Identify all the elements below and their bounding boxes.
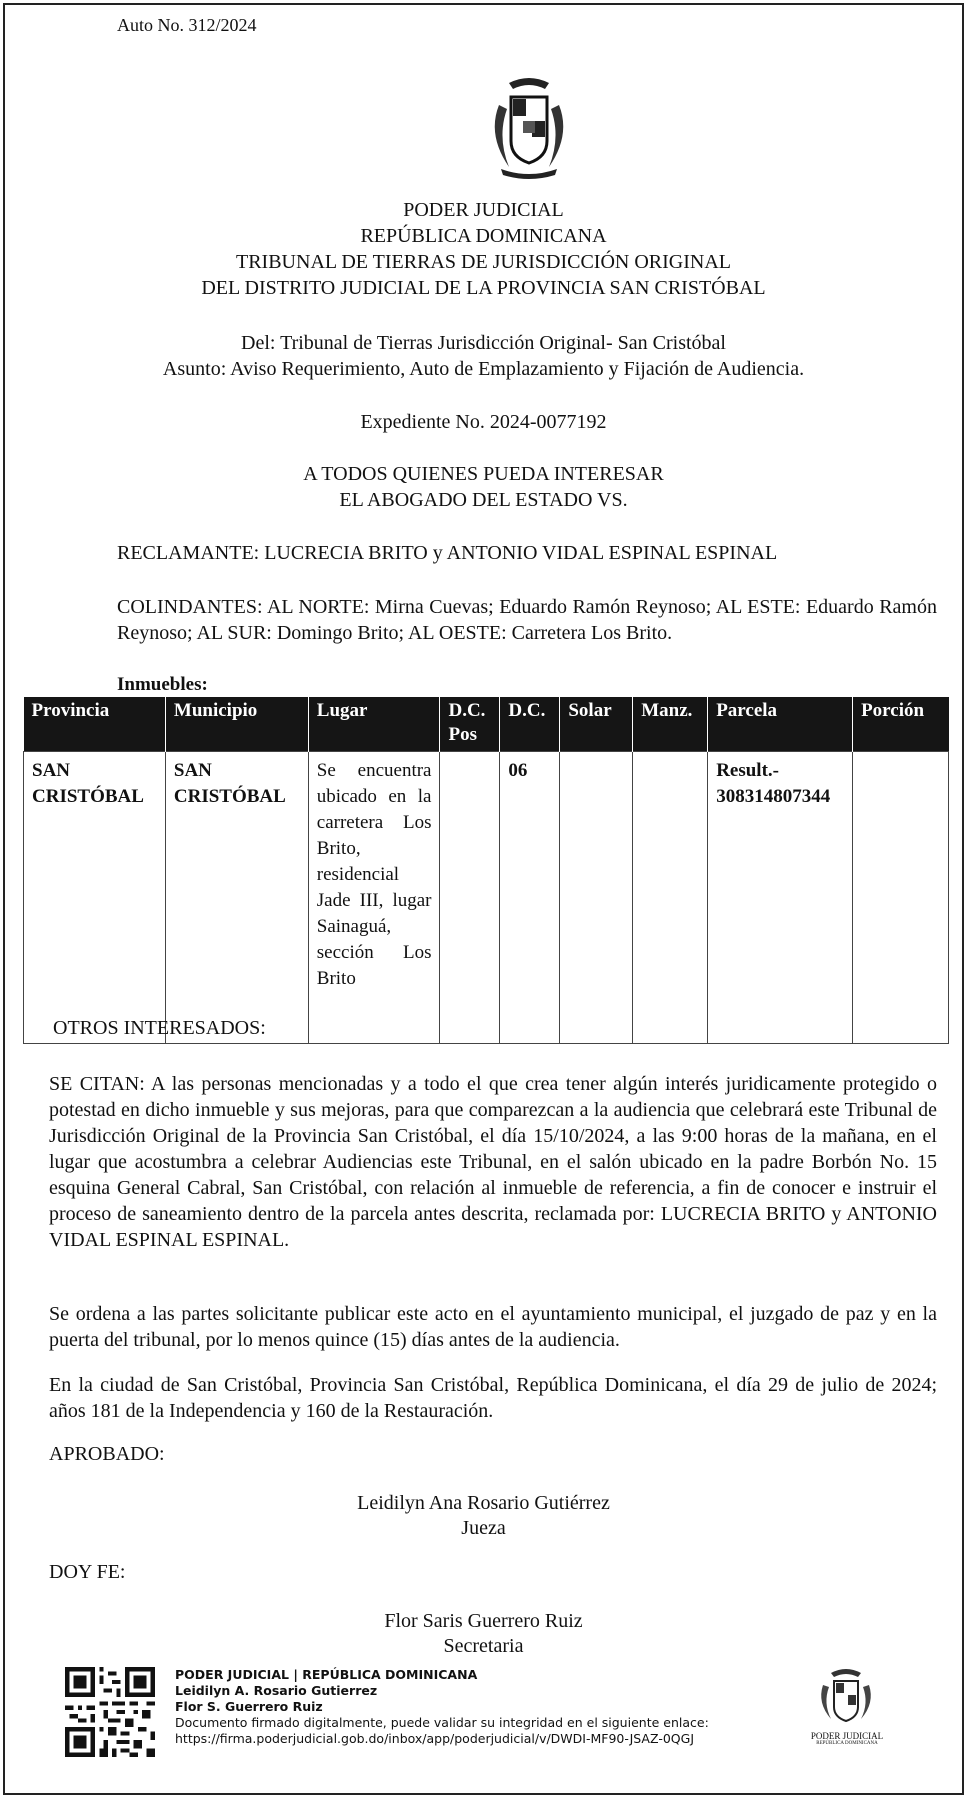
poder-judicial-logo-label: [805, 1731, 889, 1747]
qr-code-icon[interactable]: [65, 1667, 155, 1757]
footer-signer-1: Leidilyn A. Rosario Gutierrez: [175, 1683, 378, 1698]
footer-note: Documento firmado digitalmente, puede validar su integridad en el siguiente enlace:: [175, 1715, 709, 1730]
secretary-title: Secretaria: [443, 1635, 524, 1657]
cell-manz: [633, 751, 708, 1043]
cell-provincia: SAN CRISTÓBAL: [24, 751, 166, 1043]
auto-number: Auto No. 312/2024: [117, 15, 257, 35]
column-header: D.C.: [500, 697, 560, 751]
addressee-line-2: EL ABOGADO DEL ESTADO VS.: [339, 489, 628, 511]
del-line: Del: Tribunal de Tierras Jurisdicción Original- San Cristóbal: [241, 332, 726, 354]
addressee-block: [5, 461, 962, 513]
cell-solar: [560, 751, 633, 1043]
column-header: Solar: [560, 697, 633, 751]
aprobado-label: APROBADO:: [49, 1443, 165, 1465]
table-header-row: [24, 697, 949, 751]
header-line-2: REPÚBLICA DOMINICANA: [360, 225, 607, 247]
reclamante-line: RECLAMANTE: LUCRECIA BRITO y ANTONIO VIDAL ESPINAL ESPINAL: [117, 542, 778, 564]
column-header: Manz.: [633, 697, 708, 751]
cell-dc-pos: [440, 751, 500, 1043]
header-line-3: TRIBUNAL DE TIERRAS DE JURISDICCIÓN ORIGINAL: [236, 251, 731, 273]
expediente-number: Expediente No. 2024-0077192: [360, 411, 607, 433]
digital-signature-info: [175, 1667, 709, 1747]
cell-municipio: SAN CRISTÓBAL: [165, 751, 308, 1043]
otros-interesados: OTROS INTERESADOS:: [53, 1017, 266, 1039]
doy-fe-label: DOY FE:: [49, 1561, 126, 1583]
column-header: Porción: [853, 697, 949, 751]
asunto-line: Asunto: Aviso Requerimiento, Auto de Emplazamiento y Fijación de Audiencia.: [162, 358, 805, 380]
cell-parcela: Result.- 308314807344: [708, 751, 853, 1043]
judge-signature-block: [5, 1491, 962, 1541]
table-row: [24, 751, 949, 1043]
header-line-1: PODER JUDICIAL: [403, 199, 564, 221]
cell-lugar: Se encuentra ubicado en la carretera Los Brito, residencial Jade III, lugar Sainaguá, sección Los Brito: [308, 751, 440, 1043]
date-place-paragraph: En la ciudad de San Cristóbal, Provincia San Cristóbal, República Dominicana, el día 29 de julio de 2024; años 181 de la Independencia y 160 de la Restauración.: [49, 1374, 937, 1422]
se-ordena-paragraph: Se ordena a las partes solicitante publicar este acto en el ayuntamiento municipal, el juzgado de paz y en la puerta del tribunal, por lo menos quince (15) días antes de la audiencia.: [49, 1303, 937, 1351]
secretary-signature-block: [5, 1609, 962, 1659]
footer-signer-2: Flor S. Guerrero Ruiz: [175, 1699, 323, 1714]
judge-title: Jueza: [461, 1517, 506, 1539]
poder-judicial-logo-icon: [813, 1667, 879, 1727]
logo-subtext: REPÚBLICA DOMINICANA: [816, 1741, 878, 1746]
column-header: Municipio: [165, 697, 308, 751]
coat-of-arms-icon: [479, 75, 579, 183]
judge-name: Leidilyn Ana Rosario Gutiérrez: [357, 1492, 610, 1514]
court-header: [5, 197, 962, 301]
cell-porcion: [853, 751, 949, 1043]
column-header: Lugar: [308, 697, 440, 751]
logo-text: PODER JUDICIAL: [810, 1731, 884, 1741]
column-header: Parcela: [708, 697, 853, 751]
validation-link[interactable]: https://firma.poderjudicial.gob.do/inbox/app/poderjudicial/v/DWDI-MF90-JSAZ-0QGJ: [175, 1731, 695, 1746]
document-page: [3, 3, 964, 1795]
inmuebles-label: Inmuebles:: [117, 674, 208, 695]
del-asunto-block: [5, 330, 962, 382]
secretary-name: Flor Saris Guerrero Ruiz: [384, 1610, 583, 1632]
column-header: D.C. Pos: [440, 697, 500, 751]
header-line-4: DEL DISTRITO JUDICIAL DE LA PROVINCIA SAN CRISTÓBAL: [201, 277, 766, 299]
cell-dc: 06: [500, 751, 560, 1043]
colindantes-paragraph: COLINDANTES: AL NORTE: Mirna Cuevas; Eduardo Ramón Reynoso; AL ESTE: Eduardo Ramón Reynoso; AL SUR: Domingo Brito; AL OESTE: Carretera Los Brito.: [117, 596, 937, 644]
column-header: Provincia: [24, 697, 166, 751]
se-citan-paragraph: SE CITAN: A las personas mencionadas y a todo el que crea tener algún interés juridicamente protegido o potestad en dicho inmueble y sus mejoras, para que comparezcan a la audiencia que celebrará este Tribunal de Jurisdicción Original de la Provincia San Cristóbal, el día 15/10/2024, a las 9:00 horas de la mañana, en el lugar que acostumbra a celebrar Audiencias este Tribunal, en el salón ubicado en la padre Borbón No. 15 esquina General Cabral, San Cristóbal, con relación al inmueble de referencia, a fin de conocer e instruir el proceso de saneamiento dentro de la parcela antes descrita, reclamada por: LUCRECIA BRITO y ANTONIO VIDAL ESPINAL ESPINAL.: [49, 1073, 937, 1251]
inmuebles-table: [23, 697, 949, 1044]
footer-org: PODER JUDICIAL | REPÚBLICA DOMINICANA: [175, 1667, 478, 1682]
addressee-line-1: A TODOS QUIENES PUEDA INTERESAR: [303, 463, 664, 485]
